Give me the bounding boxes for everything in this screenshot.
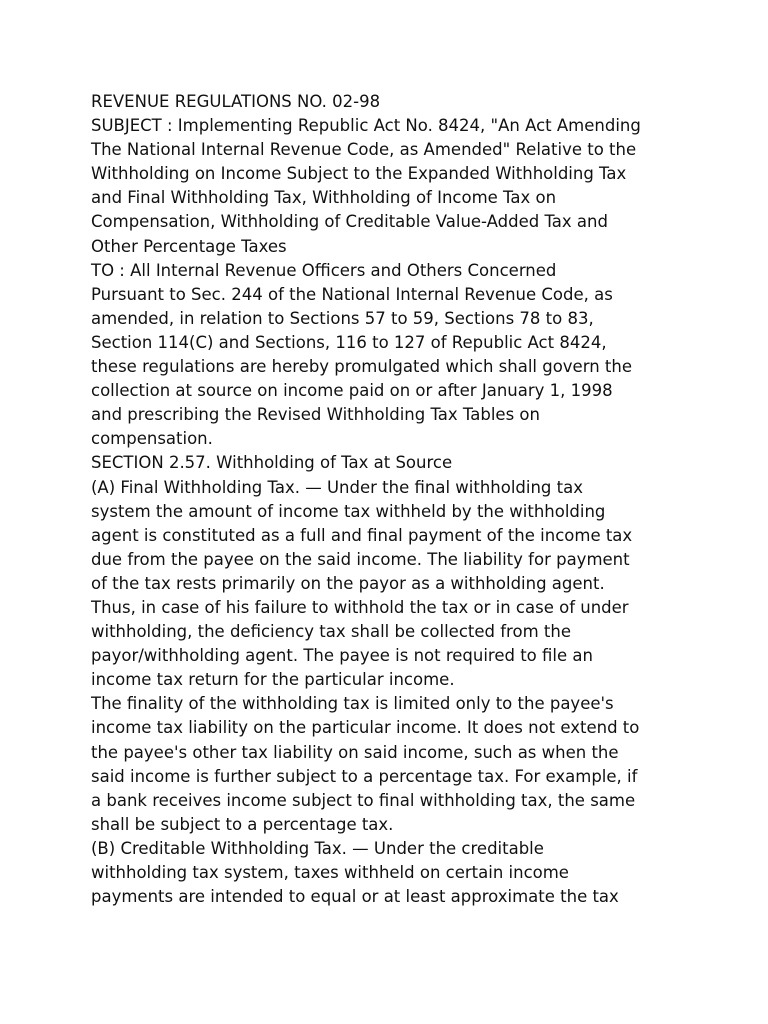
paragraph-line: withholding tax system, taxes withheld on certain income — [91, 863, 569, 882]
paragraph-line: these regulations are hereby promulgated which shall govern the — [91, 357, 632, 377]
creditable-withholding-paragraph — [91, 837, 691, 909]
paragraph-line: system the amount of income tax withheld by the withholding — [91, 501, 606, 521]
paragraph-line: shall be subject to a percentage tax. — [91, 814, 394, 834]
paragraph-line: (A) Final Withholding Tax. — Under the final withholding tax — [91, 477, 583, 497]
subject-block — [91, 114, 691, 259]
paragraph-line: payments are intended to equal or at least approximate the tax — [91, 887, 619, 907]
subject-line: Compensation, Withholding of Creditable Value-Added Tax and — [91, 212, 608, 232]
final-withholding-paragraph — [91, 476, 691, 693]
paragraph-line: due from the payee on the said income. The liability for payment — [91, 549, 630, 569]
paragraph-line: (B) Creditable Withholding Tax. — Under the creditable — [91, 838, 544, 858]
section-heading: SECTION 2.57. Withholding of Tax at Source — [91, 453, 453, 473]
subject-line: Withholding on Income Subject to the Expanded Withholding Tax — [91, 164, 627, 184]
paragraph-line: The finality of the withholding tax is limited only to the payee's — [91, 694, 614, 714]
paragraph-line: collection at source on income paid on or after January 1, 1998 — [91, 381, 613, 401]
paragraph-line: agent is constituted as a full and final payment of the income tax — [91, 525, 633, 545]
paragraph-line: Section 114(C) and Sections, 116 to 127 of Republic Act 8424, — [91, 332, 607, 352]
subject-line: The National Internal Revenue Code, as Amended" Relative to the — [91, 140, 637, 160]
paragraph-line: withholding, the deficiency tax shall be collected from the — [91, 622, 571, 642]
paragraph-line: income tax return for the particular income. — [91, 670, 455, 690]
to-line: TO : All Internal Revenue Officers and Others Concerned — [91, 260, 557, 280]
finality-paragraph — [91, 692, 691, 837]
paragraph-line: income tax liability on the particular income. It does not extend to — [91, 718, 640, 738]
paragraph-line: said income is further subject to a percentage tax. For example, if — [91, 766, 638, 786]
paragraph-line: compensation. — [91, 429, 213, 449]
subject-line: and Final Withholding Tax, Withholding of Income Tax on — [91, 188, 557, 208]
paragraph-line: amended, in relation to Sections 57 to 59, Sections 78 to 83, — [91, 308, 594, 328]
pursuant-paragraph — [91, 283, 691, 452]
paragraph-line: Pursuant to Sec. 244 of the National Internal Revenue Code, as — [91, 284, 613, 304]
paragraph-line: and prescribing the Revised Withholding Tax Tables on — [91, 405, 540, 425]
paragraph-line: the payee's other tax liability on said income, such as when the — [91, 742, 619, 762]
document-title: REVENUE REGULATIONS NO. 02-98 — [91, 92, 381, 111]
subject-line: Other Percentage Taxes — [91, 236, 287, 256]
paragraph-line: Thus, in case of his failure to withhold the tax or in case of under — [91, 597, 629, 617]
paragraph-line: a bank receives income subject to final withholding tax, the same — [91, 790, 636, 810]
paragraph-line: of the tax rests primarily on the payor as a withholding agent. — [91, 573, 605, 593]
paragraph-line: payor/withholding agent. The payee is not required to file an — [91, 646, 593, 666]
subject-line: SUBJECT : Implementing Republic Act No. 8424, "An Act Amending — [91, 116, 641, 136]
document-page — [91, 90, 691, 909]
